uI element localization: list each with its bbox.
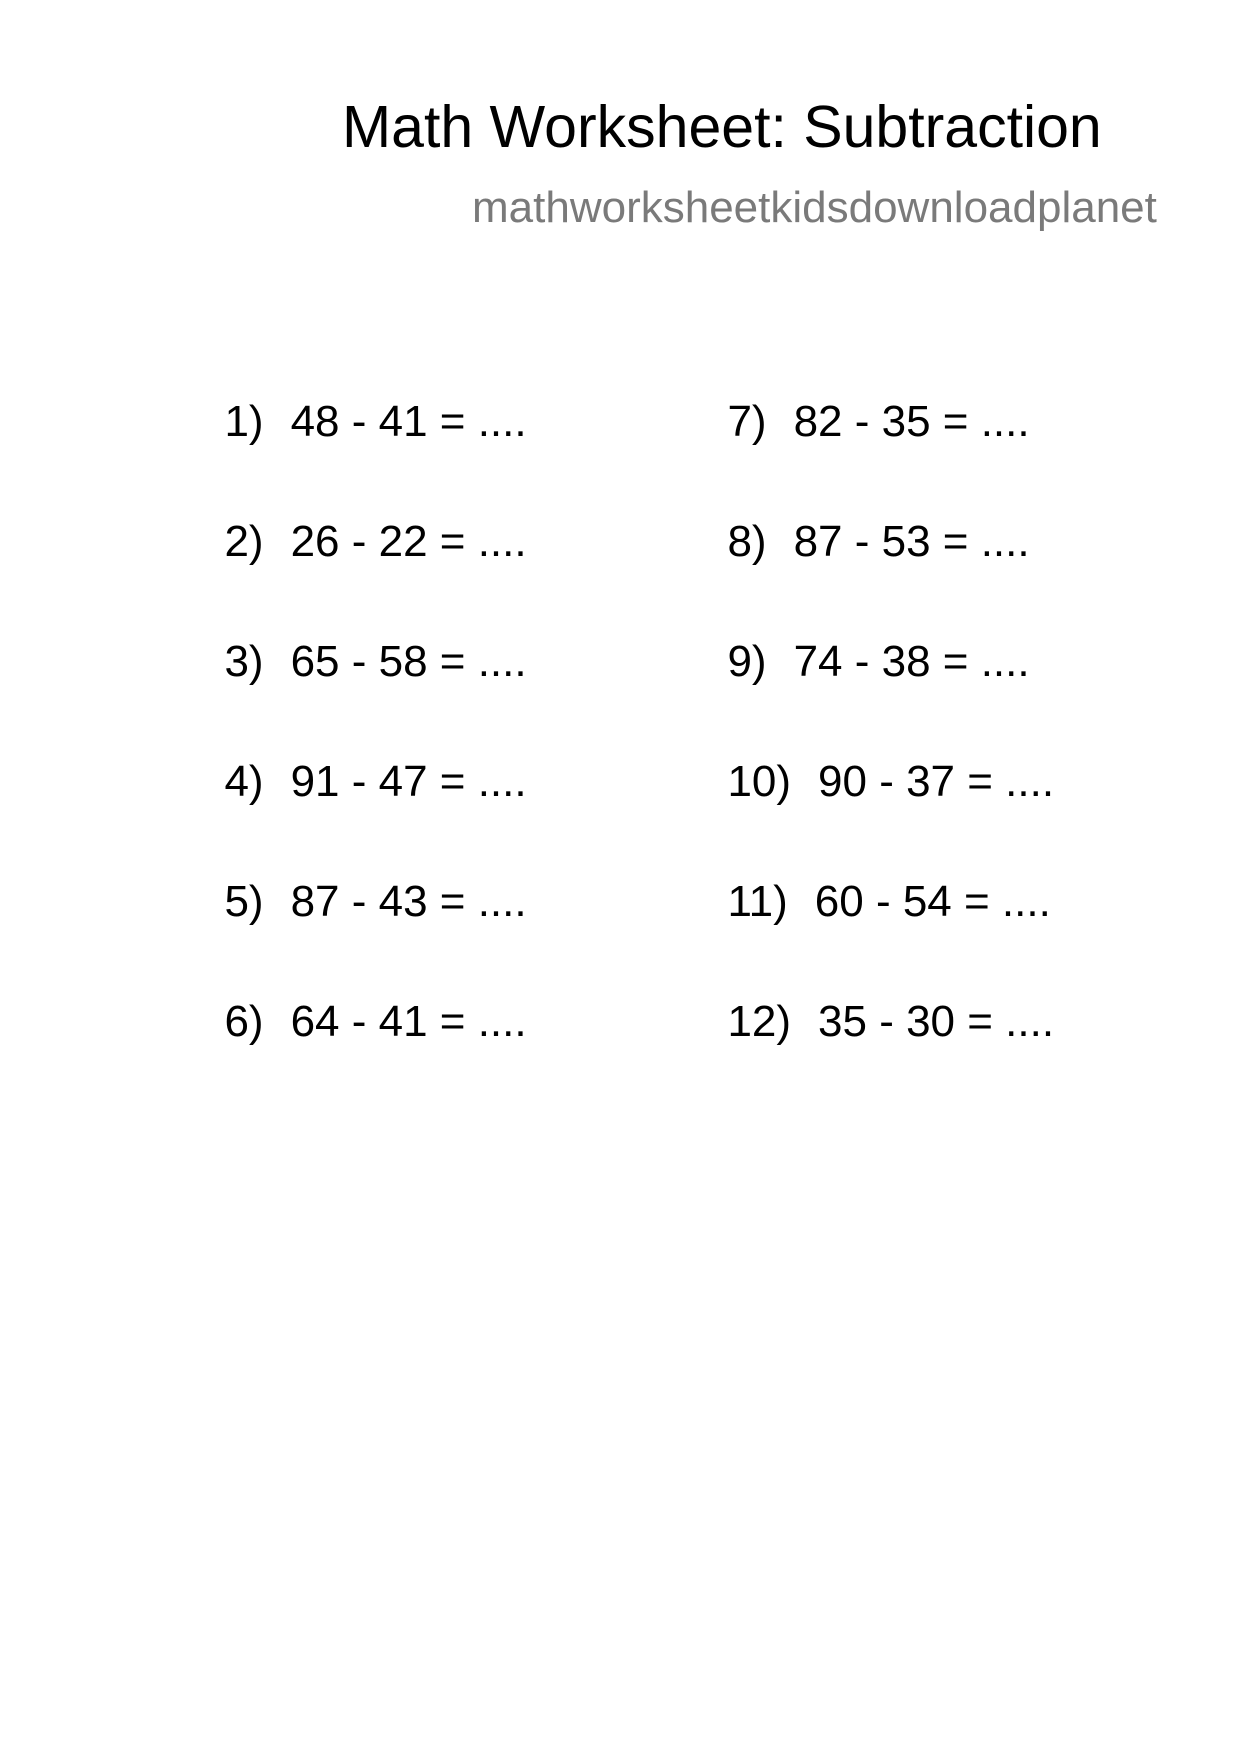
site-watermark-text: mathworksheetkidsdownloadplanet [472, 183, 1157, 232]
problem-item [703, 476, 1030, 564]
problem-expression: 65 - 58 = .... [290, 637, 527, 686]
problem-expression: 64 - 41 = .... [290, 997, 527, 1046]
problem-expression: 87 - 53 = .... [793, 517, 1030, 566]
problem-item [200, 716, 527, 804]
problem-expression: 48 - 41 = .... [290, 397, 527, 446]
problem-expression: 74 - 38 = .... [793, 637, 1030, 686]
problem-item [200, 836, 527, 924]
problem-item [200, 956, 527, 1044]
problem-item [200, 596, 527, 684]
problem-item [200, 356, 527, 444]
problem-item [703, 596, 1030, 684]
problem-number: 8) [727, 517, 767, 566]
problem-number: 2) [224, 517, 264, 566]
problem-expression: 35 - 30 = .... [818, 997, 1055, 1046]
problem-expression: 82 - 35 = .... [793, 397, 1030, 446]
problem-number: 5) [224, 877, 264, 926]
problem-expression: 26 - 22 = .... [290, 517, 527, 566]
problem-item [703, 956, 1054, 1044]
problem-number: 9) [727, 637, 767, 686]
problem-number: 4) [224, 757, 264, 806]
problem-number: 3) [224, 637, 264, 686]
problem-item [200, 476, 527, 564]
problem-number: 1) [224, 397, 264, 446]
problem-item [703, 716, 1054, 804]
problem-expression: 91 - 47 = .... [290, 757, 527, 806]
problem-item [703, 356, 1030, 444]
problem-number: 11) [727, 877, 788, 926]
problem-number: 6) [224, 997, 264, 1046]
problem-expression: 60 - 54 = .... [814, 877, 1051, 926]
page-title: Math Worksheet: Subtraction [342, 94, 1102, 160]
problem-number: 10) [727, 757, 792, 806]
problem-expression: 90 - 37 = .... [818, 757, 1055, 806]
problem-item [703, 836, 1051, 924]
problem-number: 7) [727, 397, 767, 446]
problem-number: 12) [727, 997, 792, 1046]
problem-expression: 87 - 43 = .... [290, 877, 527, 926]
